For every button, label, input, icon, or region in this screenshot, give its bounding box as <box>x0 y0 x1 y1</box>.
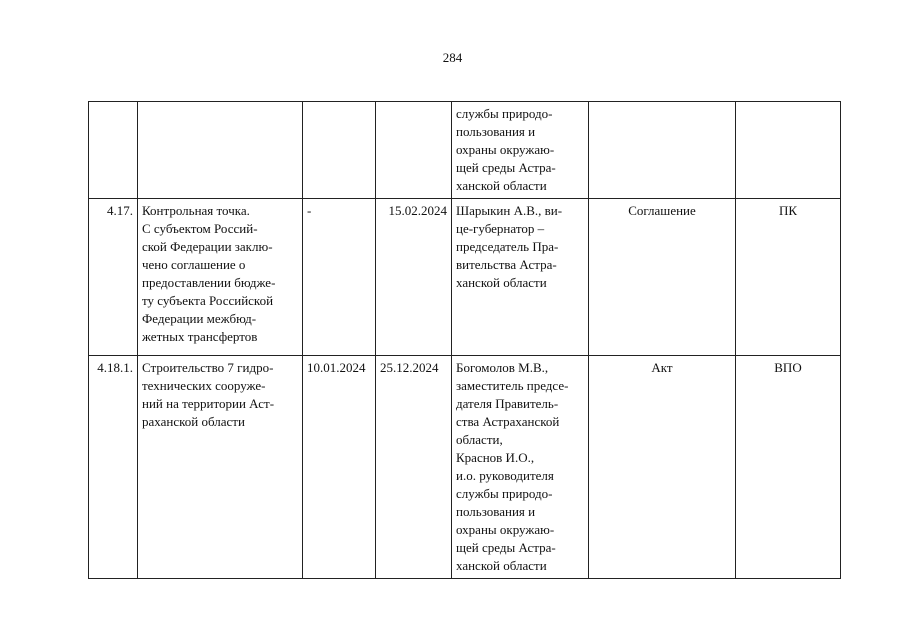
control-level: ВПО <box>736 356 841 579</box>
start-date: - <box>303 199 376 356</box>
document-type: Соглашение <box>589 199 736 356</box>
start-date <box>303 102 376 199</box>
control-level <box>736 102 841 199</box>
table-row <box>89 356 841 579</box>
row-number: 4.17. <box>89 199 138 356</box>
event-name: Строительство 7 гидро- технических сооруже- ний на территории Аст- раханской области <box>138 356 303 579</box>
document-type <box>589 102 736 199</box>
event-name <box>138 102 303 199</box>
table-row <box>89 102 841 199</box>
responsible: Шарыкин А.В., ви- це-губернатор – председатель Пра- вительства Астра- ханской области <box>452 199 589 356</box>
start-date: 10.01.2024 <box>303 356 376 579</box>
table-row <box>89 199 841 356</box>
responsible: Богомолов М.В., заместитель предсе- дателя Правитель- ства Астраханской области, Краснов И.О., и.о. руководителя службы природо- пользования и охраны окружаю- щей среды Астра- ханской области <box>452 356 589 579</box>
page-number: 284 <box>442 50 463 65</box>
end-date: 25.12.2024 <box>376 356 452 579</box>
plan-table <box>88 101 841 579</box>
event-name: Контрольная точка. С субъектом Россий- ской Федерации заклю- чено соглашение о предоставлении бюдже- ту субъекта Российской Федерации межбюд- жетных трансфертов <box>138 199 303 356</box>
end-date <box>376 102 452 199</box>
document-type: Акт <box>589 356 736 579</box>
row-number <box>89 102 138 199</box>
end-date: 15.02.2024 <box>376 199 452 356</box>
responsible: службы природо- пользования и охраны окружаю- щей среды Астра- ханской области <box>452 102 589 199</box>
control-level: ПК <box>736 199 841 356</box>
row-number: 4.18.1. <box>89 356 138 579</box>
